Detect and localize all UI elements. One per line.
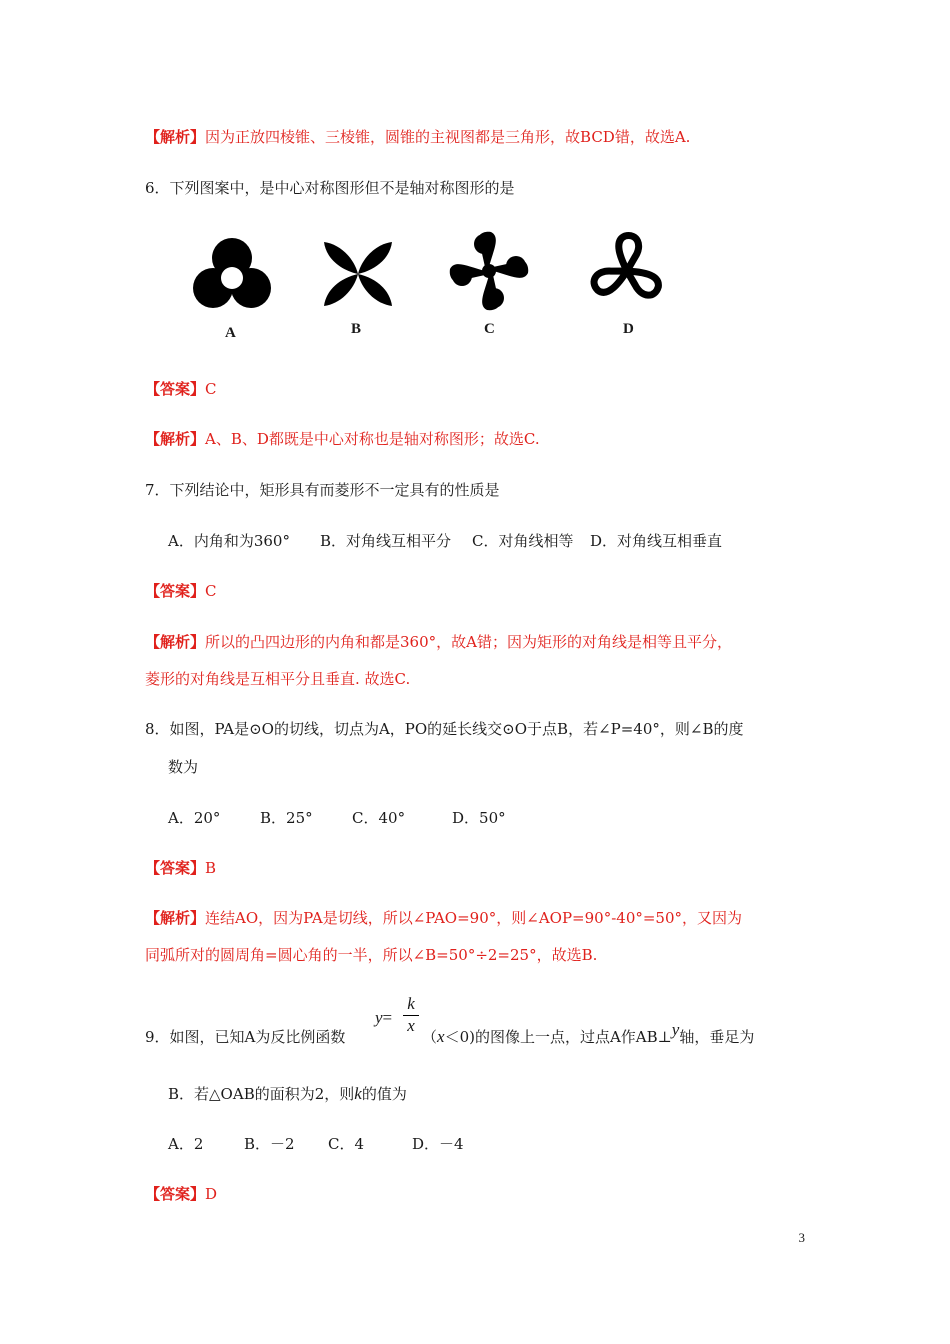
answer-tag: 【答案】 (145, 1185, 206, 1203)
formula-denominator: x (403, 1015, 419, 1036)
formula-y-var: y (375, 1008, 383, 1027)
formula-equals: = (382, 1008, 393, 1027)
figure-label-c: C (484, 321, 495, 337)
cond-open: （ (422, 1028, 438, 1046)
figure-c-pinwheel (448, 230, 530, 312)
q9-options (168, 1134, 464, 1154)
q9-formula-fraction (403, 994, 419, 1036)
axis-y-var: y (671, 1020, 680, 1039)
answer-value: B (205, 859, 217, 877)
answer-value: C (205, 582, 217, 600)
line2-prefix: B．若△OAB的面积为2，则 (168, 1085, 355, 1103)
analysis-text: 连结AO，因为PA是切线，所以∠PAO=90°，则∠AOP=90°-40°=50°，又因为 (205, 909, 743, 927)
q9-question-line2 (168, 1084, 407, 1104)
analysis-text: A、B、D都既是中心对称也是轴对称图形；故选C. (205, 430, 540, 448)
q7-options (168, 531, 722, 551)
answer-tag: 【答案】 (145, 582, 206, 600)
cond-rest: ＜0)的图像上一点，过点A作AB⊥ (444, 1028, 672, 1046)
answer-value: C (205, 380, 217, 398)
k-var: k (354, 1084, 362, 1103)
figure-b-four-petals (322, 240, 394, 308)
q8-option-c: C．40° (352, 809, 406, 827)
q8-analysis-line2: 同弧所对的圆周角=圆心角的一半，所以∠B=50°÷2=25°，故选B. (145, 946, 598, 964)
analysis-tag: 【解析】 (145, 909, 206, 927)
q8-answer (145, 858, 216, 878)
analysis-text: 所以的凸四边形的内角和都是360°，故A错；因为矩形的对角线是相等且平分， (205, 633, 732, 651)
cond-x-var: x (437, 1027, 445, 1046)
q9-option-d: D．－4 (412, 1135, 464, 1153)
line2-suffix: 的值为 (361, 1085, 407, 1103)
q9-option-a: A．2 (168, 1135, 204, 1153)
q8-question-line2: 数为 (168, 758, 199, 776)
analysis-text: 因为正放四棱锥、三棱锥，圆锥的主视图都是三角形，故BCD错，故选A. (205, 128, 691, 146)
figure-label-b: B (351, 321, 362, 337)
question-suffix: 轴，垂足为 (679, 1028, 755, 1046)
q7-option-b: B．对角线互相平分 (320, 532, 452, 550)
q9-option-c: C．4 (328, 1135, 365, 1153)
q8-option-b: B．25° (260, 809, 313, 827)
q5-analysis (145, 127, 690, 147)
page-number: 3 (798, 1230, 805, 1245)
analysis-tag: 【解析】 (145, 128, 206, 146)
q6-analysis (145, 429, 540, 449)
figure-label-a: A (225, 325, 236, 341)
q6-question: 6．下列图案中，是中心对称图形但不是轴对称图形的是 (145, 179, 515, 197)
q6-answer (145, 379, 217, 399)
q7-option-a: A．内角和为360° (168, 532, 290, 550)
q7-analysis-line1 (145, 632, 732, 652)
q9-answer (145, 1184, 217, 1204)
q7-answer (145, 581, 217, 601)
q8-analysis-line1 (145, 908, 742, 928)
analysis-tag: 【解析】 (145, 430, 206, 448)
figure-d-three-loops (586, 232, 668, 310)
answer-tag: 【答案】 (145, 380, 206, 398)
figure-a-three-circles (192, 236, 272, 312)
figure-label-d: D (623, 321, 634, 337)
q8-question-line1: 8．如图，PA是⊙O的切线，切点为A，PO的延长线交⊙O于点B，若∠P=40°，则∠B的度 (145, 720, 744, 738)
q7-option-d: D．对角线互相垂直 (590, 532, 723, 550)
analysis-tag: 【解析】 (145, 633, 206, 651)
q9-formula-y (375, 1008, 392, 1028)
q7-option-c: C．对角线相等 (472, 532, 574, 550)
q8-options (168, 808, 506, 828)
q9-question-prefix: 9．如图，已知A为反比例函数 (145, 1028, 346, 1046)
q9-condition (422, 1020, 755, 1047)
q8-option-d: D．50° (452, 809, 506, 827)
formula-numerator: k (407, 994, 415, 1013)
q8-option-a: A．20° (168, 809, 221, 827)
q7-question: 7．下列结论中，矩形具有而菱形不一定具有的性质是 (145, 481, 500, 499)
q9-option-b: B．－2 (244, 1135, 295, 1153)
q7-analysis-line2: 菱形的对角线是互相平分且垂直. 故选C. (145, 670, 411, 688)
answer-tag: 【答案】 (145, 859, 206, 877)
answer-value: D (205, 1185, 218, 1203)
